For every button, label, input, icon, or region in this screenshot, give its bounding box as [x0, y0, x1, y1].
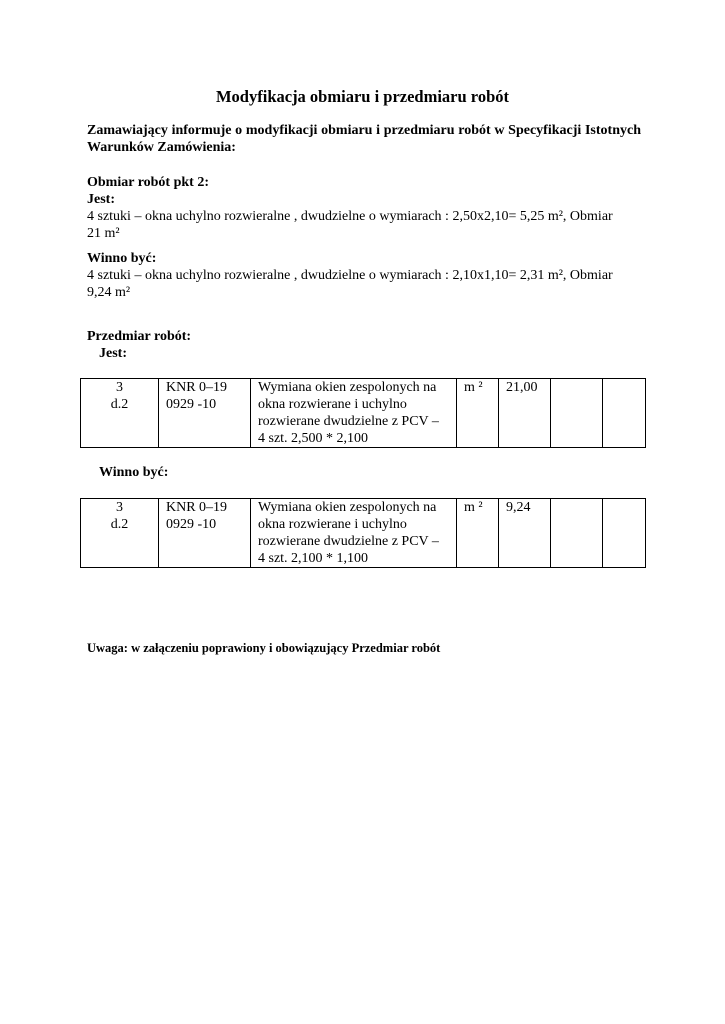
cell-description — [251, 379, 457, 448]
knr-line: 0929 -10 — [166, 517, 217, 532]
lp-ref: d.2 — [110, 517, 129, 532]
knr-line: KNR 0–19 — [166, 380, 228, 395]
lp-number: 3 — [116, 380, 123, 395]
lp-ref: d.2 — [110, 397, 129, 412]
cell-knr — [159, 499, 251, 568]
cell-description — [251, 499, 457, 568]
przedmiar-winno-label: Winno być: — [99, 465, 169, 480]
cell-quantity: 9,24 — [499, 499, 551, 568]
desc-line: okna rozwierane i uchylno — [258, 397, 407, 412]
desc-line: okna rozwierane i uchylno — [258, 517, 407, 532]
cell-unit: m ² — [457, 499, 499, 568]
cell-knr — [159, 379, 251, 448]
obmiar-heading: Obmiar robót pkt 2: — [87, 175, 209, 190]
desc-line: rozwierane dwudzielne z PCV – — [258, 534, 439, 549]
obmiar-jest-line1: 4 sztuki – okna uchylno rozwieralne , dwudzielne o wymiarach : 2,50x2,10= 5,25 m², Obmiar — [87, 209, 613, 224]
desc-line: Wymiana okien zespolonych na — [258, 380, 437, 395]
obmiar-winno-line2: 9,24 m² — [87, 285, 131, 300]
obmiar-jest-label: Jest: — [87, 192, 115, 207]
przedmiar-jest-label: Jest: — [99, 346, 127, 361]
przedmiar-heading: Przedmiar robót: — [87, 329, 192, 344]
desc-line: 4 szt. 2,500 * 2,100 — [258, 431, 369, 446]
cell-lp — [81, 379, 159, 448]
cell-empty — [551, 499, 603, 568]
table-row — [81, 379, 646, 448]
cell-lp — [81, 499, 159, 568]
cell-quantity: 21,00 — [499, 379, 551, 448]
obmiar-winno-line1: 4 sztuki – okna uchylno rozwieralne , dwudzielne o wymiarach : 2,10x1,10= 2,31 m², Obmiar — [87, 268, 613, 283]
desc-line: Wymiana okien zespolonych na — [258, 500, 437, 515]
cell-empty — [551, 379, 603, 448]
knr-line: 0929 -10 — [166, 397, 217, 412]
desc-line: rozwierane dwudzielne z PCV – — [258, 414, 439, 429]
przedmiar-winno-table — [80, 498, 646, 568]
page-title: Modyfikacja obmiaru i przedmiaru robót — [215, 87, 509, 106]
obmiar-winno-label: Winno być: — [87, 251, 157, 266]
intro-paragraph: Zamawiający informuje o modyfikacji obmiaru i przedmiaru robót w Specyfikacji Istotnych Warunków Zamówienia: — [87, 123, 641, 155]
desc-line: 4 szt. 2,100 * 1,100 — [258, 551, 369, 566]
obmiar-jest-line2: 21 m² — [87, 226, 120, 241]
cell-unit: m ² — [457, 379, 499, 448]
lp-number: 3 — [116, 500, 123, 515]
przedmiar-jest-table — [80, 378, 646, 448]
cell-empty — [603, 499, 646, 568]
table-row — [81, 499, 646, 568]
knr-line: KNR 0–19 — [166, 500, 228, 515]
footer-note: Uwaga: w załączeniu poprawiony i obowiązujący Przedmiar robót — [87, 641, 441, 655]
cell-empty — [603, 379, 646, 448]
